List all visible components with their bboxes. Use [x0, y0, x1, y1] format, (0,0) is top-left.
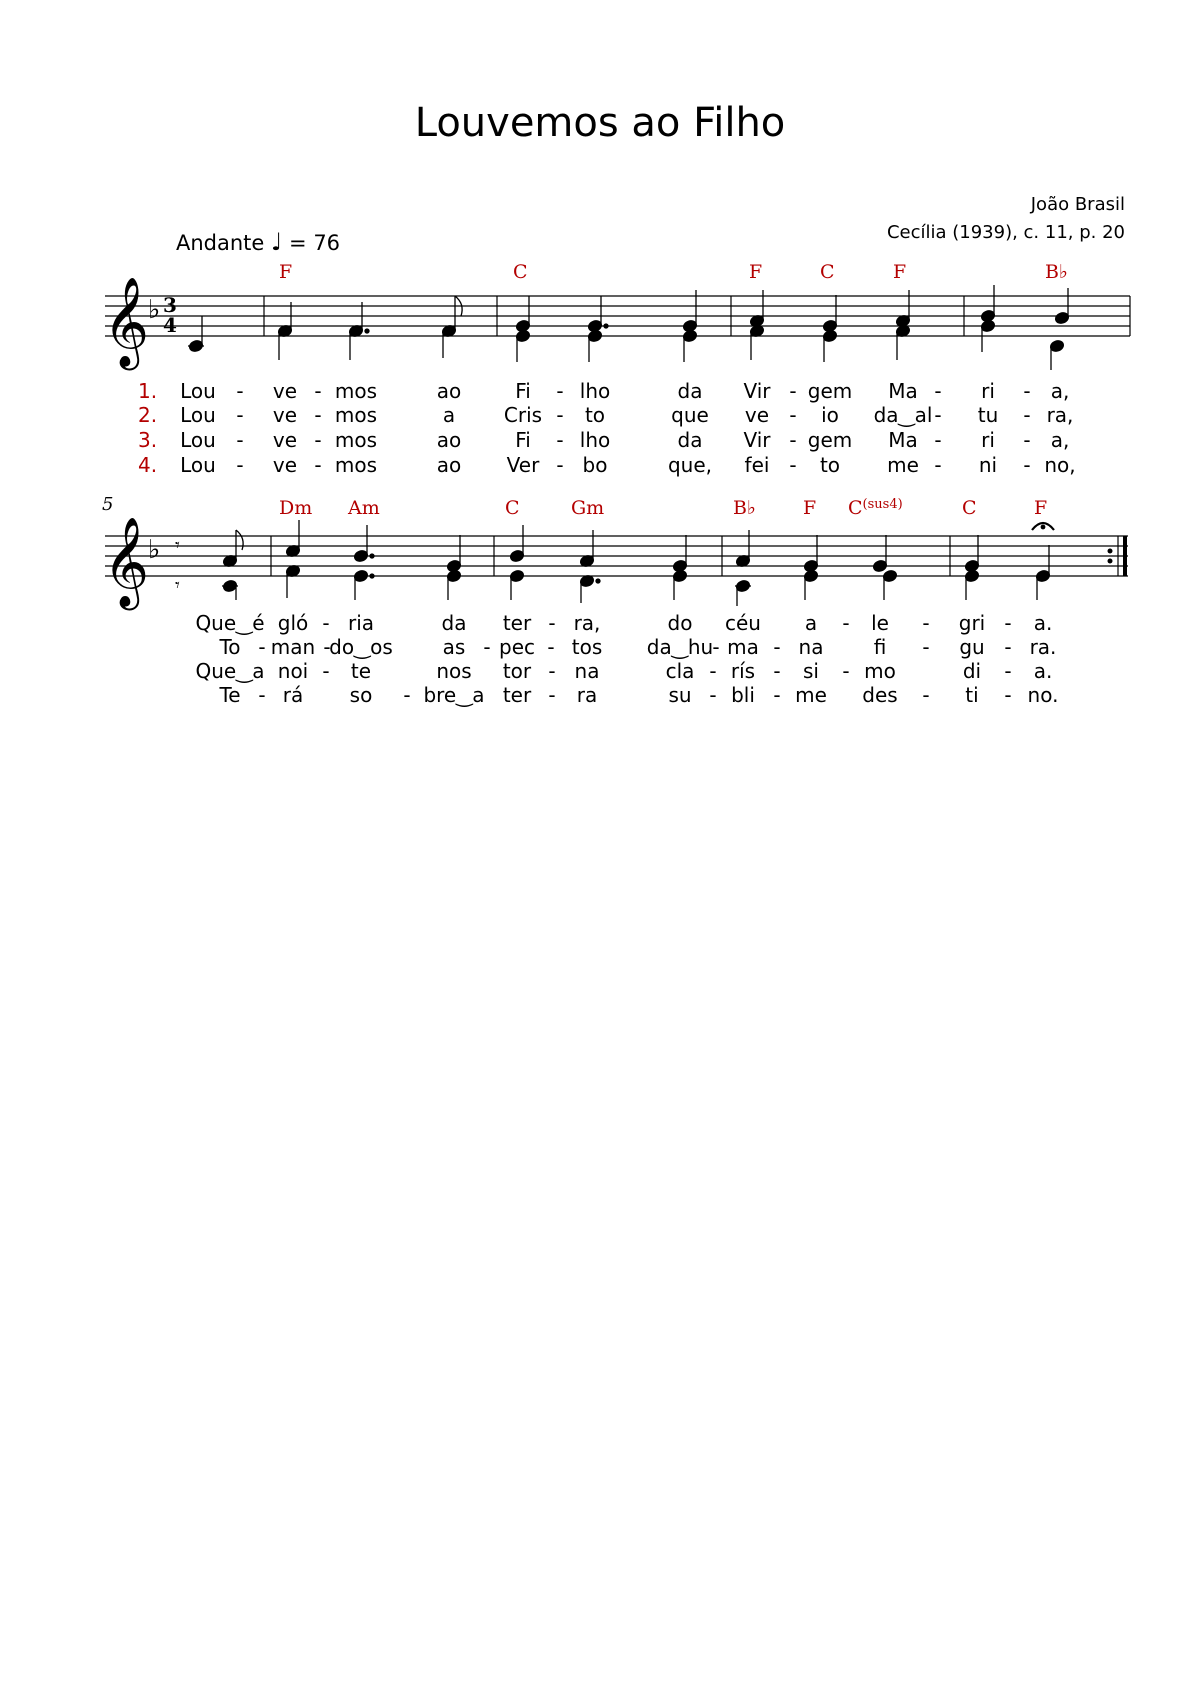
lyric-syllable: ve	[272, 453, 298, 477]
chord-symbol: F	[893, 261, 907, 283]
lyric-syllable: lho	[579, 379, 611, 403]
lyric-syllable: Lou	[180, 403, 216, 427]
chord-symbol: B♭	[733, 497, 756, 519]
syllable-hyphen: -	[556, 453, 564, 477]
lyric-syllable: Cris	[503, 403, 543, 427]
lyric-syllable: ve	[272, 403, 298, 427]
syllable-hyphen: -	[1004, 611, 1012, 635]
lyric-syllable: da	[677, 379, 703, 403]
composer-credit: João Brasil	[1030, 194, 1125, 215]
flat-key-signature-icon: ♭	[148, 535, 161, 565]
syllable-hyphen: -	[842, 659, 850, 683]
chords-system-2	[279, 497, 1047, 519]
lyric-syllable: na	[574, 659, 600, 683]
lyric-syllable: gri	[958, 611, 986, 635]
lyric-syllable: ra	[576, 683, 598, 707]
lyric-syllable: so	[349, 683, 373, 707]
time-signature-bottom: 4	[163, 313, 177, 337]
lyric-syllable: io	[821, 403, 839, 427]
lyric-syllable: gem	[807, 428, 853, 452]
lyric-syllable: ao	[436, 453, 462, 477]
lyric-syllable: no,	[1044, 453, 1076, 477]
lyric-syllable: ri	[981, 428, 995, 452]
syllable-hyphen: -	[314, 453, 322, 477]
syllable-hyphen: -	[548, 683, 556, 707]
lyric-syllable: Que‿é	[195, 611, 265, 635]
chord-symbol: F	[279, 261, 293, 283]
syllable-hyphen: -	[934, 379, 942, 403]
lyric-syllable: Vir	[743, 428, 771, 452]
lyric-syllable: fi	[873, 635, 887, 659]
lyric-syllable: a,	[1050, 428, 1070, 452]
lyric-syllable: tos	[571, 635, 603, 659]
verse-number: 1.	[138, 379, 158, 403]
lyrics-system-1	[180, 379, 1075, 477]
lyric-syllable: bre‿a	[423, 683, 485, 707]
lyric-syllable: gem	[807, 379, 853, 403]
notes-system-2	[175, 520, 1051, 606]
syllable-hyphen: -	[922, 635, 930, 659]
lyric-syllable: Fi	[515, 428, 531, 452]
lyric-syllable: me	[795, 683, 827, 707]
lyric-syllable: céu	[725, 611, 761, 635]
syllable-hyphen: -	[314, 403, 322, 427]
lyric-syllable: a	[804, 611, 818, 635]
lyric-syllable: ra.	[1029, 635, 1057, 659]
syllable-hyphen: -	[1023, 453, 1031, 477]
chord-symbol	[848, 497, 903, 519]
lyric-syllable: ve	[744, 403, 770, 427]
syllable-hyphen: -	[773, 635, 781, 659]
lyric-syllable: si	[803, 659, 819, 683]
lyric-syllable: a	[442, 403, 456, 427]
lyric-syllable: Ma	[888, 379, 918, 403]
lyric-syllable: ve	[272, 428, 298, 452]
syllable-hyphen: -	[712, 635, 720, 659]
syllable-hyphen: -	[1004, 683, 1012, 707]
syllable-hyphen: -	[556, 428, 564, 452]
verse-numbers	[138, 379, 157, 477]
verse-number: 3.	[138, 428, 158, 452]
lyric-syllable: Lou	[180, 453, 216, 477]
syllable-hyphen: -	[548, 659, 556, 683]
syllable-hyphen: -	[773, 659, 781, 683]
lyric-syllable: ni	[978, 453, 998, 477]
lyric-syllable: ra,	[573, 611, 601, 635]
lyric-syllable: da	[441, 611, 467, 635]
lyric-syllable: Te	[219, 683, 241, 707]
chord-symbol: C	[505, 497, 520, 519]
measure-number: 5	[102, 494, 114, 515]
syllable-hyphen: -	[1004, 635, 1012, 659]
chords-system-1	[279, 261, 1068, 283]
syllable-hyphen: -	[922, 683, 930, 707]
lyric-syllable: me	[887, 453, 919, 477]
chord-symbol: F	[803, 497, 817, 519]
syllable-hyphen: -	[236, 453, 244, 477]
chord-symbol: Am	[348, 497, 380, 519]
syllable-hyphen: -	[323, 635, 331, 659]
treble-clef-icon: 𝄞	[103, 517, 150, 607]
staff-system-1	[105, 296, 1130, 336]
syllable-hyphen: -	[556, 403, 564, 427]
lyric-syllable: rá	[282, 683, 304, 707]
syllable-hyphen: -	[789, 453, 797, 477]
syllable-hyphen: -	[483, 635, 491, 659]
lyric-syllable: do‿os	[329, 635, 393, 659]
lyric-syllable: Vir	[743, 379, 771, 403]
syllable-hyphen: -	[773, 683, 781, 707]
chord-symbol: F	[749, 261, 763, 283]
lyric-syllable: ter	[502, 611, 532, 635]
lyric-syllable: des	[862, 683, 898, 707]
lyric-syllable: cla	[665, 659, 695, 683]
chord-symbol: C	[962, 497, 977, 519]
lyrics-system-2	[195, 611, 1058, 707]
chord-suffix: (sus4)	[862, 497, 903, 512]
lyric-syllable: Fi	[515, 379, 531, 403]
syllable-hyphen: -	[922, 611, 930, 635]
syllable-hyphen: -	[322, 611, 330, 635]
svg-text:𝄾: 𝄾	[175, 535, 180, 556]
treble-clef-icon: 𝄞	[103, 277, 150, 367]
lyric-syllable: que,	[667, 453, 713, 477]
chord-symbol: C	[820, 261, 835, 283]
lyric-syllable: no.	[1027, 683, 1059, 707]
lyric-syllable: le	[871, 611, 889, 635]
chord-root: C	[848, 497, 863, 519]
syllable-hyphen: -	[548, 611, 556, 635]
verse-number: 4.	[138, 453, 158, 477]
syllable-hyphen: -	[1023, 428, 1031, 452]
lyric-syllable: Lou	[180, 379, 216, 403]
lyric-syllable: da	[677, 428, 703, 452]
chord-symbol: B♭	[1045, 261, 1068, 283]
lyric-syllable: Lou	[180, 428, 216, 452]
syllable-hyphen: -	[709, 683, 717, 707]
syllable-hyphen: -	[842, 611, 850, 635]
lyric-syllable: gu	[959, 635, 985, 659]
syllable-hyphen: -	[709, 659, 717, 683]
syllable-hyphen: -	[1004, 659, 1012, 683]
syllable-hyphen: -	[1023, 403, 1031, 427]
syllable-hyphen: -	[314, 379, 322, 403]
chord-symbol: F	[1034, 497, 1048, 519]
lyric-syllable: ti	[965, 683, 979, 707]
lyric-syllable: to	[584, 403, 606, 427]
lyric-syllable: mo	[864, 659, 896, 683]
lyric-syllable: as	[442, 635, 466, 659]
lyric-syllable: fei	[744, 453, 770, 477]
source-citation: Cecília (1939), c. 11, p. 20	[886, 222, 1125, 243]
lyric-syllable: ria	[347, 611, 375, 635]
syllable-hyphen: -	[236, 403, 244, 427]
lyric-syllable: ra,	[1046, 403, 1074, 427]
lyric-syllable: rís	[730, 659, 756, 683]
quarter-note-icon: ♩	[271, 228, 283, 256]
lyric-syllable: mos	[334, 379, 378, 403]
lyric-syllable: nos	[436, 659, 472, 683]
lyric-syllable: ri	[981, 379, 995, 403]
syllable-hyphen: -	[789, 403, 797, 427]
lyric-syllable: a.	[1033, 659, 1053, 683]
lyric-syllable: mos	[334, 403, 378, 427]
lyric-syllable: da‿al	[873, 403, 933, 427]
chord-symbol: Dm	[279, 497, 313, 519]
lyric-syllable: mos	[334, 428, 378, 452]
syllable-hyphen: -	[934, 403, 942, 427]
lyric-syllable: a.	[1033, 611, 1053, 635]
chord-symbol: Gm	[571, 497, 605, 519]
syllable-hyphen: -	[322, 659, 330, 683]
lyric-syllable: man	[270, 635, 316, 659]
lyric-syllable: mos	[334, 453, 378, 477]
syllable-hyphen: -	[236, 428, 244, 452]
tempo-bpm: = 76	[289, 231, 341, 255]
verse-number: 2.	[138, 403, 158, 427]
lyric-syllable: na	[798, 635, 824, 659]
lyric-syllable: Ver	[506, 453, 540, 477]
lyric-syllable: noi	[277, 659, 309, 683]
lyric-syllable: bo	[582, 453, 608, 477]
lyric-syllable: Ma	[888, 428, 918, 452]
lyric-syllable: te	[350, 659, 372, 683]
syllable-hyphen: -	[236, 379, 244, 403]
syllable-hyphen: -	[1023, 379, 1031, 403]
syllable-hyphen: -	[934, 428, 942, 452]
notes-system-1	[188, 285, 1070, 370]
lyric-syllable: bli	[731, 683, 755, 707]
syllable-hyphen: -	[258, 683, 266, 707]
lyric-syllable: que	[671, 403, 709, 427]
chord-symbol: C	[513, 261, 528, 283]
lyric-syllable: di	[962, 659, 982, 683]
syllable-hyphen: -	[547, 635, 555, 659]
lyric-syllable: Que‿a	[195, 659, 265, 683]
syllable-hyphen: -	[934, 453, 942, 477]
lyric-syllable: To	[219, 635, 241, 659]
tempo-word: Andante	[176, 231, 265, 255]
lyric-syllable: lho	[579, 428, 611, 452]
syllable-hyphen: -	[403, 683, 411, 707]
lyric-syllable: ve	[272, 379, 298, 403]
flat-key-signature-icon: ♭	[148, 295, 161, 325]
lyric-syllable: pec	[499, 635, 535, 659]
lyric-syllable: tu	[977, 403, 999, 427]
syllable-hyphen: -	[789, 428, 797, 452]
lyric-syllable: ma	[727, 635, 759, 659]
syllable-hyphen: -	[556, 379, 564, 403]
syllable-hyphen: -	[314, 428, 322, 452]
lyric-syllable: do	[667, 611, 693, 635]
fermata-icon	[1032, 523, 1054, 530]
lyric-syllable: su	[668, 683, 692, 707]
lyric-syllable: to	[819, 453, 841, 477]
syllable-hyphen: -	[258, 635, 266, 659]
time-signature-top: 3	[163, 293, 177, 317]
lyric-syllable: ao	[436, 428, 462, 452]
lyric-syllable: gló	[277, 611, 309, 635]
song-title: Louvemos ao Filho	[414, 100, 786, 146]
svg-text:𝄾: 𝄾	[175, 575, 180, 596]
lyric-syllable: a,	[1050, 379, 1070, 403]
lyric-syllable: tor	[502, 659, 532, 683]
lyric-syllable: ao	[436, 379, 462, 403]
lyric-syllable: da‿hu	[646, 635, 714, 659]
lyric-syllable: ter	[502, 683, 532, 707]
syllable-hyphen: -	[789, 379, 797, 403]
